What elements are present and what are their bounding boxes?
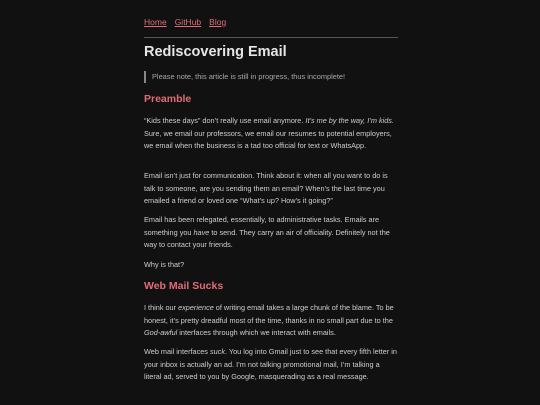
progress-note: Please note, this article is still in progress, thus incomplete! xyxy=(144,71,402,83)
paragraph-1-text-a: “Kids these days” don’t really use email anymore. xyxy=(144,116,306,125)
nav-blog-link[interactable]: Blog xyxy=(209,17,227,27)
webmail-heading: Web Mail Sucks xyxy=(144,280,224,292)
paragraph-5-emphasis-1: experience xyxy=(178,303,214,312)
paragraph-1 xyxy=(144,115,398,153)
paragraph-3-text-a: Email has been relegated, essentially, to administrative tasks. Emails are something you xyxy=(144,215,380,237)
preamble-heading: Preamble xyxy=(144,93,192,105)
paragraph-5-emphasis-2: God-awful xyxy=(144,328,178,337)
top-nav xyxy=(144,17,226,27)
paragraph-6-text-b: . You log into Gmail just to see that every fifth letter in your inbox is actually an ad. I’m not talking promotional mail, I’m talking a literal ad, served to you by Google, masquerading as a real message. xyxy=(144,347,397,381)
paragraph-1-emphasis: It’s me by the way, I’m kids. xyxy=(305,116,394,125)
paragraph-5 xyxy=(144,302,398,340)
paragraph-5-text-a: I think our xyxy=(144,303,179,312)
nav-github-link[interactable]: GitHub xyxy=(174,17,202,27)
paragraph-2: Email isn’t just for communication. Think about it: when all you want to do is talk to someone, are you sending them an email? When’s the last time you emailed a friend or loved one “What’s up? How’s it going?” xyxy=(144,171,388,205)
nav-home-link[interactable]: Home xyxy=(144,17,167,27)
paragraph-5-text-b: of writing email takes a large chunk of the blame. To be honest, it’s pretty dreadful most of the time, thanks in no small part due to the xyxy=(144,303,394,325)
paragraph-4: Why is that? xyxy=(144,260,185,269)
paragraph-6-text-a: Web mail interfaces xyxy=(144,347,210,356)
paragraph-6-emphasis: suck xyxy=(209,347,225,356)
paragraph-3-text-b: to send. They carry an air of officiality. Definitely not the way to contact your friends. xyxy=(144,227,390,249)
paragraph-5-text-c: interfaces through which we interact with emails. xyxy=(177,328,336,337)
header-divider xyxy=(144,37,398,38)
page-title: Rediscovering Email xyxy=(144,44,287,60)
paragraph-3 xyxy=(144,214,398,252)
paragraph-3-emphasis: have xyxy=(193,227,210,237)
paragraph-1-text-b: Sure, we email our professors, we email our resumes to potential employers, we email when the business is a tad too official for text or WhatsApp. xyxy=(144,128,392,150)
paragraph-6 xyxy=(144,346,398,384)
